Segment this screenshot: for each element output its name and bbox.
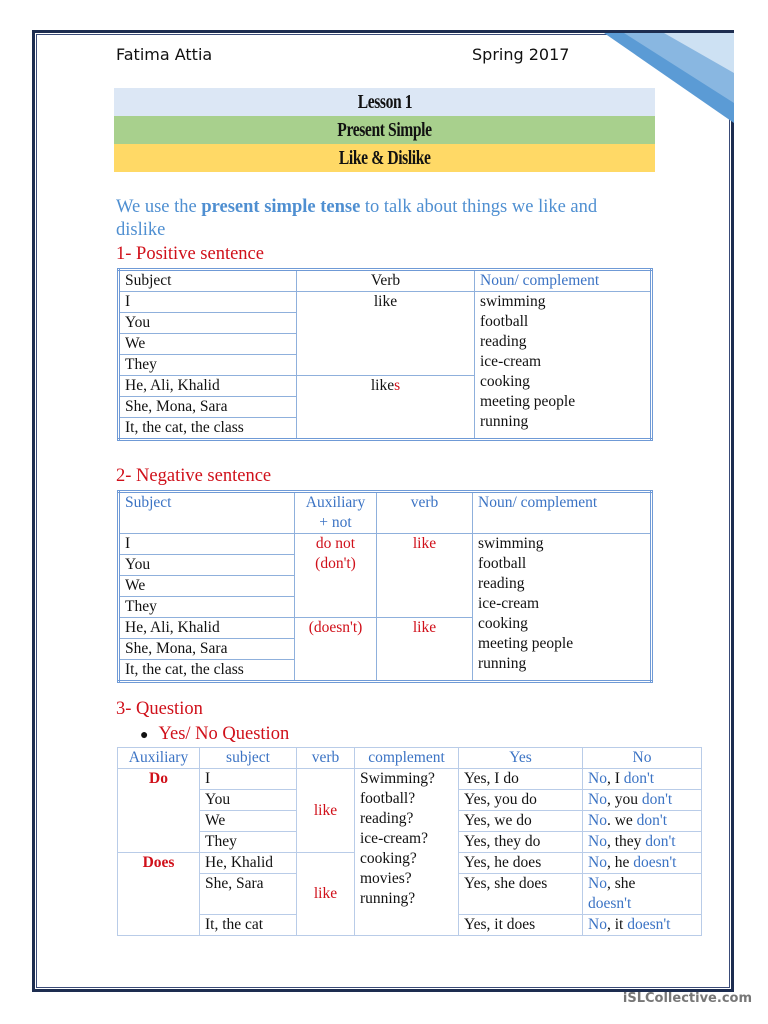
section-positive-title: 1- Positive sentence (116, 244, 264, 264)
subject-cell: You (119, 555, 295, 576)
question-table (117, 747, 702, 936)
subject-cell: It, the cat (200, 915, 297, 936)
subtopic-banner: Like & Dislike (114, 144, 655, 172)
yes-cell: Yes, we do (459, 811, 583, 832)
verb-s-cell: likes (297, 376, 475, 440)
positive-table (117, 268, 653, 441)
table-row (119, 534, 652, 555)
lesson-banner: Lesson 1 (114, 88, 655, 116)
aux-does-cell: Does (118, 853, 200, 936)
verb-cell: like (297, 853, 355, 936)
subject-cell: He, Ali, Khalid (119, 376, 297, 397)
table-header: Subject (119, 270, 297, 292)
yes-cell: Yes, I do (459, 769, 583, 790)
subject-cell: I (200, 769, 297, 790)
complement-list: swimming football reading ice-cream cooking meeting people running (473, 534, 652, 682)
section-negative-title: 2- Negative sentence (116, 466, 272, 486)
subject-cell: You (119, 313, 297, 334)
table-header: Subject (119, 492, 295, 534)
table-header: verb (297, 748, 355, 769)
intro-text: We use the present simple tense to talk about things we like and dislike (116, 197, 598, 240)
subject-cell: We (119, 334, 297, 355)
yesno-bullet: ● Yes/ No Question (140, 724, 290, 744)
table-header: Verb (297, 270, 475, 292)
subject-cell: It, the cat, the class (119, 418, 297, 440)
table-header: subject (200, 748, 297, 769)
aux-cell: do not (don't) (295, 534, 377, 618)
yes-cell: Yes, she does (459, 874, 583, 915)
no-cell: No, I don't (583, 769, 702, 790)
subject-cell: We (119, 576, 295, 597)
aux-do-cell: Do (118, 769, 200, 853)
table-row (119, 292, 652, 313)
yes-cell: Yes, it does (459, 915, 583, 936)
subject-cell: I (119, 292, 297, 313)
subject-cell: They (119, 597, 295, 618)
subject-cell: She, Sara (200, 874, 297, 915)
bullet-icon: ● (140, 728, 149, 743)
author-name: Fatima Attia (116, 45, 213, 64)
no-cell: No. we don't (583, 811, 702, 832)
yes-cell: Yes, he does (459, 853, 583, 874)
complement-list: swimming football reading ice-cream cooking meeting people running (475, 292, 652, 440)
table-header-row (119, 270, 652, 292)
table-header: verb (377, 492, 473, 534)
topic-banner: Present Simple (114, 116, 655, 144)
table-header: Noun/ complement (475, 270, 652, 292)
subject-cell: I (119, 534, 295, 555)
verb-cell: like (297, 292, 475, 376)
aux-cell: (doesn't) (295, 618, 377, 682)
table-header: Yes (459, 748, 583, 769)
no-cell: No, it doesn't (583, 915, 702, 936)
table-header: complement (355, 748, 459, 769)
table-header-row (118, 748, 702, 769)
subject-cell: She, Mona, Sara (119, 639, 295, 660)
subject-cell: We (200, 811, 297, 832)
complement-list: Swimming? football? reading? ice-cream? cooking? movies? running? (355, 769, 459, 936)
verb-cell: like (377, 534, 473, 618)
verb-cell: like (377, 618, 473, 682)
section-question-title: 3- Question (116, 699, 203, 719)
subject-cell: It, the cat, the class (119, 660, 295, 682)
no-cell: No, he doesn't (583, 853, 702, 874)
watermark: iSLCollective.com (622, 991, 752, 1006)
subject-cell: They (119, 355, 297, 376)
no-cell: No, she doesn't (583, 874, 702, 915)
date-label: Spring 2017 (472, 45, 570, 64)
subject-cell: She, Mona, Sara (119, 397, 297, 418)
subject-cell: He, Khalid (200, 853, 297, 874)
negative-table (117, 490, 653, 683)
table-header: Auxiliary (118, 748, 200, 769)
subject-cell: They (200, 832, 297, 853)
table-row (118, 769, 702, 790)
table-header: Noun/ complement (473, 492, 652, 534)
table-header-row (119, 492, 652, 534)
no-cell: No, they don't (583, 832, 702, 853)
subject-cell: You (200, 790, 297, 811)
yes-cell: Yes, they do (459, 832, 583, 853)
yes-cell: Yes, you do (459, 790, 583, 811)
table-header: No (583, 748, 702, 769)
verb-cell: like (297, 769, 355, 853)
no-cell: No, you don't (583, 790, 702, 811)
table-header: Auxiliary + not (295, 492, 377, 534)
subject-cell: He, Ali, Khalid (119, 618, 295, 639)
